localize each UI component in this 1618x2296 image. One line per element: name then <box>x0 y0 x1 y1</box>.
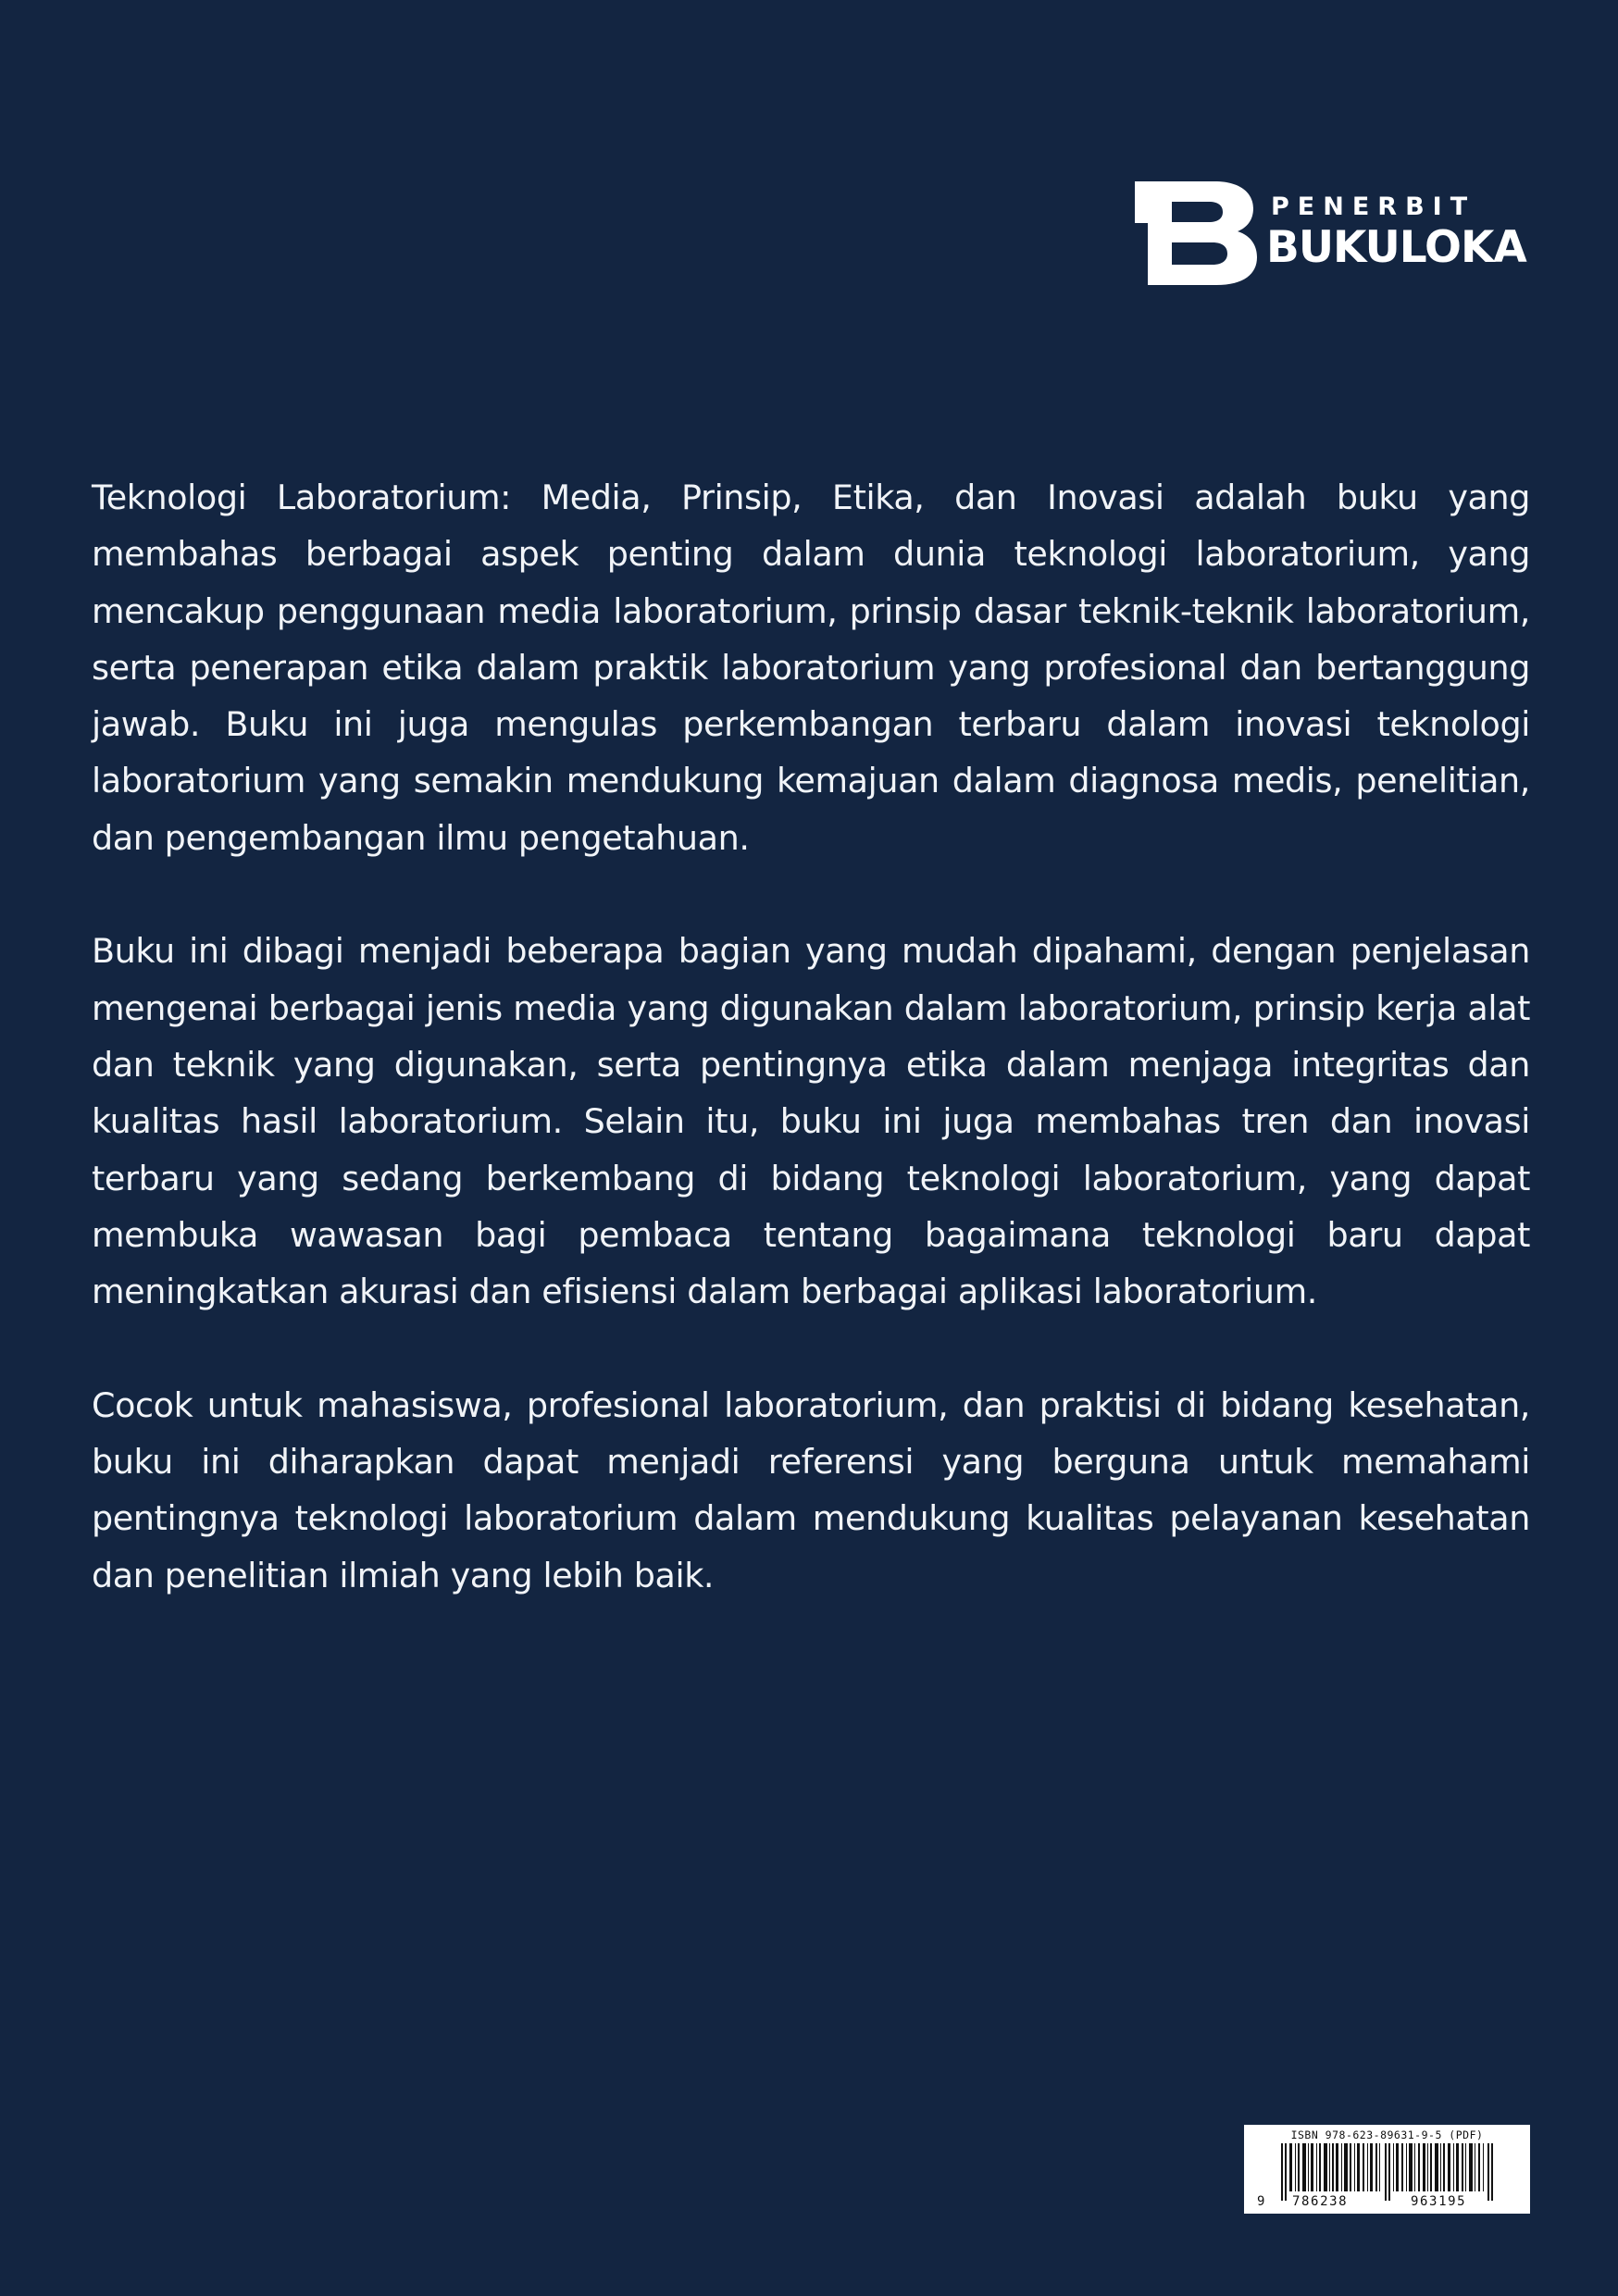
publisher-kicker: PENERBIT <box>1271 192 1476 221</box>
blurb-paragraph-2: Buku ini dibagi menjadi beberapa bagian yang mudah dipahami, dengan penjelasan mengenai berbagai jenis media yang digunakan dalam laboratorium, prinsip kerja alat dan teknik yang digunakan, serta pentingnya etika dalam menjaga integritas dan kualitas hasil laboratorium. Selain itu, buku ini juga membahas tren dan inovasi terbaru yang sedang berkembang di bidang teknologi laboratorium, yang dapat membuka wawasan bagi pembaca tentang bagaimana teknologi baru dapat meningkatkan akurasi dan efisiensi dalam berbagai aplikasi laboratorium. <box>92 931 1530 1312</box>
publisher-logo <box>1135 181 1551 285</box>
barcode-first-digit: 9 <box>1257 2194 1265 2209</box>
barcode-left-digits: 786238 <box>1292 2194 1349 2209</box>
isbn-label: ISBN 978-623-89631-9-5 (PDF) <box>1290 2128 1484 2141</box>
blurb-paragraph-1: Teknologi Laboratorium: Media, Prinsip, Etika, dan Inovasi adalah buku yang membahas berbagai aspek penting dalam dunia teknologi laboratorium, yang mencakup penggunaan media laboratorium, prinsip dasar teknik-teknik laboratorium, serta penerapan etika dalam praktik laboratorium yang profesional dan bertanggung jawab. Buku ini juga mengulas perkembangan terbaru dalam inovasi teknologi laboratorium yang semakin mendukung kemajuan dalam diagnosa medis, penelitian, dan pengembangan ilmu pengetahuan. <box>92 478 1530 858</box>
blurb-paragraph-3: Cocok untuk mahasiswa, profesional laboratorium, dan praktisi di bidang kesehatan, buku ini diharapkan dapat menjadi referensi yang berguna untuk memahami pentingnya teknologi laboratorium dalam mendukung kualitas pelayanan kesehatan dan penelitian ilmiah yang lebih baik. <box>92 1384 1530 1595</box>
logo-b-mark <box>1135 181 1257 285</box>
publisher-name: BUKULOKA <box>1266 222 1526 273</box>
barcode-bars <box>1244 2125 1530 2214</box>
barcode-right-digits: 963195 <box>1411 2194 1467 2209</box>
isbn-barcode <box>1244 2125 1530 2214</box>
book-blurb <box>92 469 1530 1604</box>
